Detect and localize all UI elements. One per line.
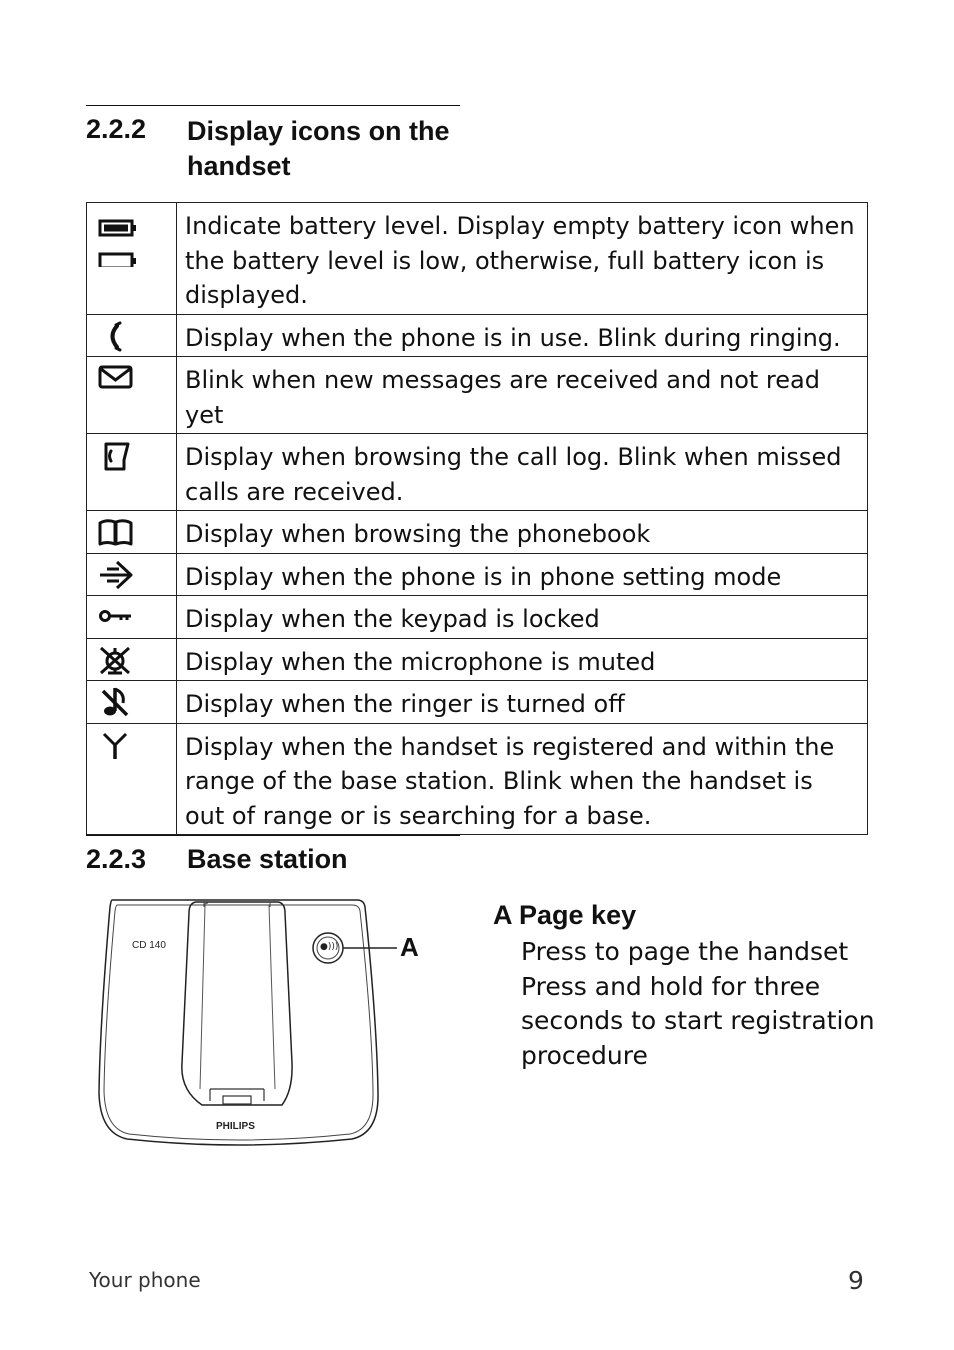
page-key-heading [493, 900, 636, 931]
icon-description: Display when browsing the call log. Blink when missed calls are received. [177, 434, 868, 511]
description-line: Press to page the handset [521, 937, 849, 966]
icon-cell [87, 434, 177, 511]
base-station-illustration [92, 893, 432, 1159]
section-rule-top [86, 105, 460, 106]
section-title: Base station [187, 844, 348, 874]
call-log-icon [97, 436, 176, 472]
icon-description: Blink when new messages are received and not read yet [177, 357, 868, 434]
section-number: 2.2.3 [86, 844, 147, 874]
table-row [87, 638, 868, 681]
page-number: 9 [848, 1266, 864, 1295]
description-line: Press and hold for three [521, 971, 821, 1001]
settings-arrow-icon [97, 556, 176, 592]
page-key-description [521, 935, 875, 1073]
icon-description: Display when browsing the phonebook [177, 511, 868, 554]
phonebook-icon [97, 513, 176, 549]
page-key-symbol-icon: ●))) [320, 942, 339, 952]
icon-description: Display when the phone is in phone setting mode [177, 553, 868, 596]
model-label: CD 140 [132, 940, 166, 951]
icon-cell [87, 638, 177, 681]
brand-label: PHILIPS [216, 1121, 255, 1132]
table-row [87, 511, 868, 554]
icon-cell [87, 723, 177, 835]
table-row [87, 553, 868, 596]
icon-description: Display when the keypad is locked [177, 596, 868, 639]
table-row [87, 596, 868, 639]
table-row [87, 357, 868, 434]
section-title [187, 114, 450, 184]
page-key-title: Page key [519, 900, 637, 930]
section-title-line: handset [187, 151, 291, 181]
table-row [87, 681, 868, 724]
antenna-icon [97, 726, 176, 762]
icon-table [86, 202, 868, 835]
icon-cell [87, 203, 177, 315]
icon-description: Display when the microphone is muted [177, 638, 868, 681]
description-line: procedure [521, 1040, 648, 1070]
icon-description: Display when the ringer is turned off [177, 681, 868, 724]
section-title-line: Display icons on the [187, 116, 450, 146]
callout-label: A [400, 932, 419, 962]
icon-description: Indicate battery level. Display empty battery icon when the battery level is low, otherwise, full battery icon is displayed. [177, 203, 868, 315]
mute-icon [97, 641, 176, 677]
icon-cell [87, 553, 177, 596]
battery-icon [97, 205, 176, 267]
icon-description: Display when the phone is in use. Blink during ringing. [177, 314, 868, 357]
table-row [87, 314, 868, 357]
section-rule-top [86, 835, 460, 836]
icon-cell [87, 681, 177, 724]
section-number: 2.2.2 [86, 114, 147, 144]
footer-chapter: Your phone [89, 1268, 201, 1292]
icon-description: Display when the handset is registered and within the range of the base station. Blink when the handset is out of range or is searching for a base. [177, 723, 868, 835]
table-row [87, 434, 868, 511]
page-key-letter: A [493, 900, 512, 930]
icon-cell [87, 596, 177, 639]
table-row [87, 723, 868, 835]
icon-cell [87, 511, 177, 554]
icon-cell [87, 357, 177, 434]
table-row [87, 203, 868, 315]
key-icon [97, 598, 176, 634]
description-line: seconds to start registration [521, 1006, 875, 1035]
envelope-icon [97, 359, 176, 393]
icon-cell [87, 314, 177, 357]
ringer-off-icon [97, 683, 176, 719]
handset-icon [97, 317, 176, 353]
